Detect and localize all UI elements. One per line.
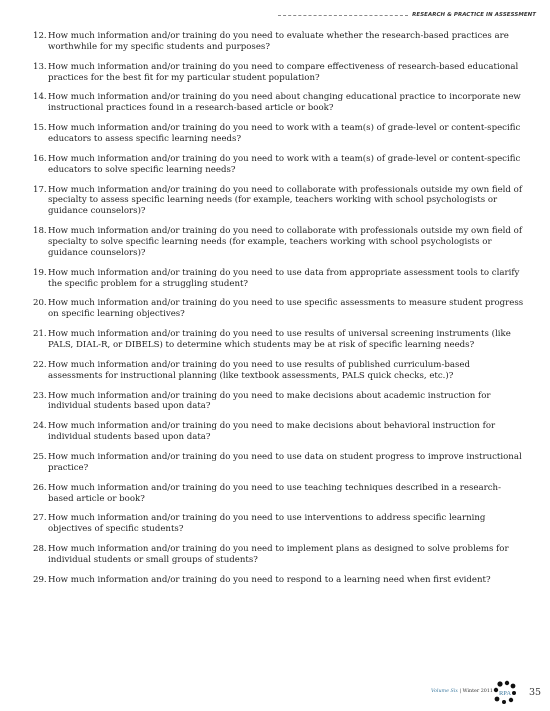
question-number: 21. — [33, 329, 47, 340]
survey-question — [33, 329, 525, 351]
question-number: 24. — [33, 421, 47, 432]
survey-question — [33, 123, 525, 145]
question-text: How much information and/or training do you need to work with a team(s) of grade-level or content-specific educators to solve specific learning needs? — [48, 153, 521, 175]
question-text: How much information and/or training do you need to collaborate with professionals outside my own field of specialty to solve specific learning needs (for example, teachers working with school psychologists or guidance counselors)? — [48, 226, 523, 258]
question-number: 18. — [33, 226, 47, 237]
page-number: 35 — [529, 687, 542, 698]
survey-question-list — [33, 31, 525, 595]
survey-question — [33, 185, 525, 218]
survey-question — [33, 360, 525, 382]
issue-label: Winter 2011 — [462, 689, 493, 694]
header-dashed-rule — [278, 15, 408, 16]
question-text: How much information and/or training do you need to use interventions to address specific learning objectives of specific students? — [48, 513, 486, 535]
question-number: 13. — [33, 61, 47, 72]
survey-question — [33, 31, 525, 53]
question-number: 22. — [33, 359, 47, 370]
question-number: 23. — [33, 390, 47, 401]
question-number: 26. — [33, 482, 47, 493]
survey-question — [33, 226, 525, 259]
question-text: How much information and/or training do you need to use data from appropriate assessment tools to clarify the specific problem for a struggling student? — [48, 267, 520, 289]
question-text: How much information and/or training do you need to use data on student progress to improve instructional practice? — [48, 451, 522, 473]
question-text: How much information and/or training do you need to implement plans as designed to solve problems for individual students or small groups of students? — [48, 544, 509, 565]
question-text: How much information and/or training do you need about changing educational practice to incorporate new instructional practices found in a research-based article or book? — [48, 92, 521, 114]
rpa-logo-icon — [492, 680, 518, 706]
question-text: How much information and/or training do you need to make decisions about behavioral instruction for individual students based upon data? — [48, 421, 496, 443]
question-text: How much information and/or training do you need to use specific assessments to measure student progress on specific learning objectives? — [48, 298, 524, 320]
question-number: 27. — [33, 513, 47, 524]
survey-question — [33, 575, 525, 586]
question-text: How much information and/or training do you need to use results of published curriculum-based assessments for instructional planning (like textbook assessments, PALS quick checks, etc.)? — [48, 359, 470, 381]
question-number: 19. — [33, 267, 47, 278]
question-number: 15. — [33, 123, 47, 134]
question-number: 17. — [33, 184, 47, 195]
question-text: How much information and/or training do you need to collaborate with professionals outside my own field of specialty to assess specific learning needs (for example, teachers working with school psychologists or guidance counselors)? — [48, 184, 523, 217]
question-number: 20. — [33, 298, 47, 309]
survey-question — [33, 268, 525, 290]
survey-question — [33, 483, 525, 505]
question-number: 12. — [33, 31, 47, 41]
survey-question — [33, 544, 525, 566]
journal-running-title: RESEARCH & PRACTICE IN ASSESSMENT — [412, 12, 536, 18]
question-text: How much information and/or training do you need to make decisions about academic instruction for individual students based upon data? — [48, 390, 491, 412]
question-number: 16. — [33, 153, 47, 164]
question-text: How much information and/or training do you need to use teaching techniques described in a research-based article or book? — [48, 482, 501, 504]
volume-label: Volume Six — [431, 689, 458, 694]
survey-question — [33, 62, 525, 84]
footer-separator: | — [457, 689, 463, 694]
question-text: How much information and/or training do you need to use results of universal screening instruments (like PALS, DIAL-R, or DIBELS) to determine which students may be at risk of specific learning needs? — [48, 329, 511, 351]
question-number: 25. — [33, 451, 47, 462]
survey-question — [33, 391, 525, 413]
question-text: How much information and/or training do you need to work with a team(s) of grade-level or content-specific educators to assess specific learning needs? — [48, 123, 521, 145]
question-number: 14. — [33, 92, 47, 103]
running-header — [278, 9, 536, 21]
question-text: How much information and/or training do you need to compare effectiveness of research-based educational practices for the best fit for my particular student population? — [48, 61, 519, 83]
logo-text: RPA — [498, 690, 512, 697]
survey-question — [33, 92, 525, 114]
survey-question — [33, 421, 525, 443]
page-footer — [425, 680, 545, 706]
question-number: 29. — [33, 574, 47, 585]
survey-question — [33, 298, 525, 320]
question-text: How much information and/or training do you need to evaluate whether the research-based practices are worthwhile for my specific students and purposes? — [48, 31, 509, 52]
question-text: How much information and/or training do you need to respond to a learning need when first evident? — [48, 574, 491, 585]
question-number: 28. — [33, 544, 47, 555]
survey-question — [33, 154, 525, 176]
survey-question — [33, 513, 525, 535]
survey-question — [33, 452, 525, 474]
issue-info — [431, 689, 493, 694]
